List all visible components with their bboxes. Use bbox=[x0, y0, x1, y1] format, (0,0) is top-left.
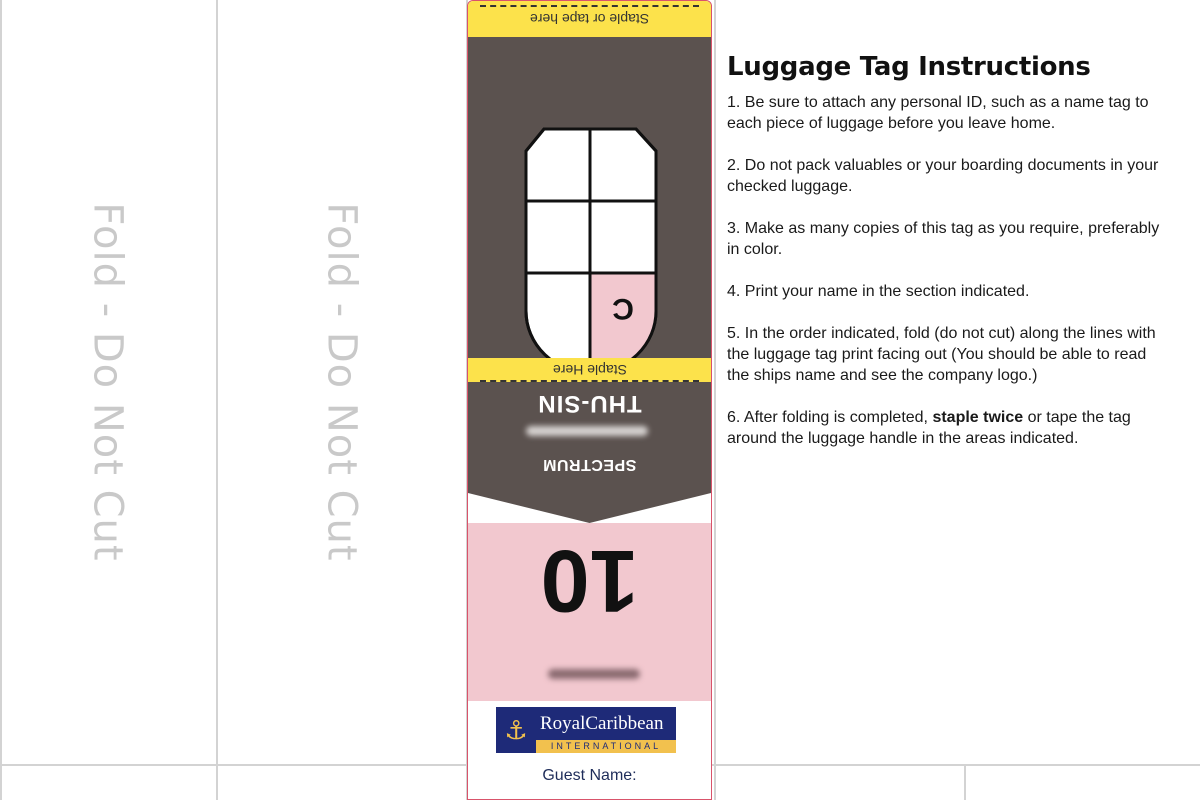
instruction-item-3: 3. Make as many copies of this tag as you require, preferably in color. bbox=[727, 220, 1160, 258]
fold-line bbox=[714, 0, 716, 800]
redacted-text bbox=[526, 426, 648, 436]
deck-number: 10 bbox=[540, 532, 639, 631]
top-staple-label: Staple or tape here bbox=[529, 11, 650, 27]
logo-subtitle: INTERNATIONAL bbox=[550, 741, 662, 751]
logo-name: RoyalCaribbean bbox=[540, 713, 664, 734]
instructions-title: Luggage Tag Instructions bbox=[727, 52, 1091, 82]
staple-band bbox=[468, 358, 711, 382]
instructions-panel bbox=[727, 52, 1167, 470]
instruction-6-rest: or tape the tag around the luggage handle in the areas indicated. bbox=[727, 409, 1131, 447]
crown-anchor-icon: ⚓ bbox=[496, 707, 536, 753]
luggage-tag bbox=[467, 0, 712, 800]
staple-dash-line bbox=[480, 5, 699, 7]
staple-dash-line bbox=[480, 380, 699, 382]
cut-line bbox=[964, 764, 966, 800]
fold-label: Fold - Do Not Cut bbox=[85, 202, 132, 562]
guest-name-label: Guest Name: bbox=[542, 767, 637, 784]
fold-label: Fold - Do Not Cut bbox=[319, 202, 366, 562]
redacted-text bbox=[548, 669, 640, 679]
instruction-6-bold: staple twice bbox=[932, 409, 1024, 426]
instruction-item-2: 2. Do not pack valuables or your boarding documents in your checked luggage. bbox=[727, 157, 1159, 195]
logo-wordmark-box bbox=[536, 707, 676, 740]
ship-name: SPECTRUM bbox=[542, 456, 637, 473]
fold-column-1 bbox=[0, 0, 216, 764]
route-code: THU-SIN bbox=[537, 390, 642, 417]
deck-grid-icon bbox=[468, 119, 712, 379]
instruction-item-1: 1. Be sure to attach any personal ID, such as a name tag to each piece of luggage before you leave home. bbox=[727, 94, 1149, 132]
logo-subtitle-band bbox=[536, 740, 676, 753]
instruction-item-4: 4. Print your name in the section indicated. bbox=[727, 283, 1030, 300]
instruction-6-text: 6. After folding is completed, bbox=[727, 409, 928, 426]
instruction-item-5: 5. In the order indicated, fold (do not cut) along the lines with the luggage tag print facing out (You should be able to read the ships name and see the company logo.) bbox=[727, 325, 1156, 384]
staple-label: Staple Here bbox=[552, 362, 627, 378]
grid-letter: C bbox=[612, 292, 634, 325]
fold-column-2 bbox=[218, 0, 466, 764]
royal-caribbean-logo bbox=[496, 707, 676, 753]
instruction-item-6 bbox=[727, 407, 1167, 449]
